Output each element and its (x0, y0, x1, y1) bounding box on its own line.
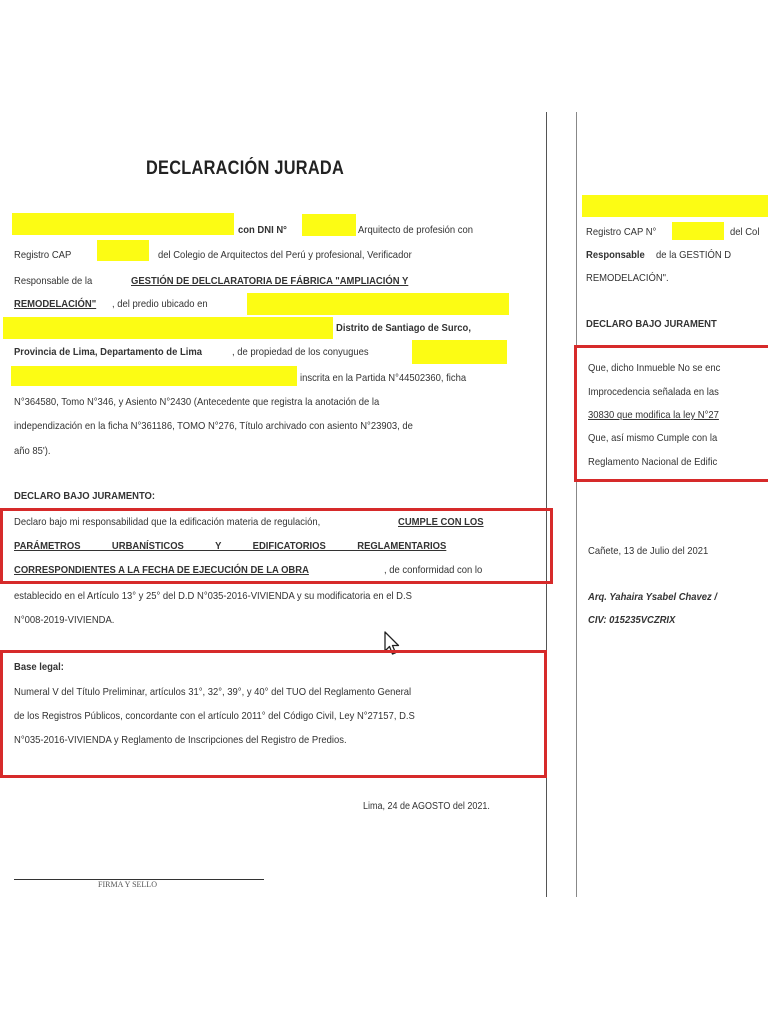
redaction-name (12, 213, 234, 235)
p1-line7-text: inscrita en la Partida N°44502360, ficha (300, 372, 467, 384)
right-arq-text: Arq. Yahaira Ysabel Chavez / (588, 591, 718, 603)
page-divider-right (576, 112, 577, 897)
p2-line2-text: PARÁMETROS URBANÍSTICOS Y EDIFICATORIOS REGLAMENTARIOS (14, 540, 447, 552)
p2-line5-text: N°008-2019-VIVIENDA. (14, 614, 115, 626)
p1-line2b-text: del Colegio de Arquitectos del Perú y profesional, Verificador (158, 249, 412, 261)
p2-line1b-text: CUMPLE CON LOS (398, 516, 484, 528)
redaction-owners-1 (412, 340, 507, 364)
right-box-line4: Que, así mismo Cumple con la (588, 432, 718, 444)
right-civ-text: CIV: 015235VCZRIX (588, 614, 676, 626)
right-box-line2: Improcedencia señalada en las (588, 386, 719, 398)
p1-line6b-text: , de propiedad de los conyugues (232, 346, 369, 358)
p3-line2-text: de los Registros Públicos, concordante con el artículo 2011° del Código Civil, Ley N°27157, D.S (14, 710, 415, 722)
p3-line3-text: N°035-2016-VIVIENDA y Reglamento de Inscripciones del Registro de Predios. (14, 734, 347, 746)
redaction-right-cap (672, 222, 724, 240)
p1-line1-text: con DNI N° (238, 224, 287, 236)
right-date-text: Cañete, 13 de Julio del 2021 (588, 545, 709, 557)
p2-line3a-text: CORRESPONDIENTES A LA FECHA DE EJECUCIÓN DE LA OBRA (14, 564, 309, 576)
right-line2a-text: Responsable (586, 249, 645, 261)
p1-line2a-text: Registro CAP (14, 249, 72, 261)
right-line1b-text: del Col (730, 226, 760, 238)
declaro-heading: DECLARO BAJO JURAMENTO: (14, 490, 156, 502)
base-legal-heading: Base legal: (14, 661, 64, 673)
p2-line3b-text: , de conformidad con lo (384, 564, 483, 576)
p1-line3b-text: GESTIÓN DE DELCLARATORIA DE FÁBRICA "AMPLIACIÓN Y (131, 275, 409, 287)
redaction-owners-2 (11, 366, 297, 386)
right-box-line5: Reglamento Nacional de Edific (588, 456, 718, 468)
p1-line10-text: año 85'). (14, 445, 51, 457)
p1-line9-text: independización en la ficha N°361186, TOMO N°276, Título archivado con asiento N°23903, de (14, 420, 413, 432)
redaction-address-2 (3, 317, 333, 339)
redaction-right-top (582, 195, 768, 217)
p2-line4-text: establecido en el Artículo 13° y 25° del D.D N°035-2016-VIVIENDA y su modificatoria en el D.S (14, 590, 412, 602)
p3-line1-text: Numeral V del Título Preliminar, artículos 31°, 32°, 39°, y 40° del TUO del Reglamento General (14, 686, 412, 698)
right-line3-text: REMODELACIÓN". (586, 272, 669, 284)
right-box-line3: 30830 que modifica la ley N°27 (588, 409, 719, 421)
date-text: Lima, 24 de AGOSTO del 2021. (363, 801, 490, 812)
right-line2b-text: de la GESTIÓN D (656, 249, 732, 261)
right-box-line1: Que, dicho Inmueble No se enc (588, 362, 721, 374)
redaction-address-1 (247, 293, 509, 315)
p1-line4b-text: , del predio ubicado en (112, 298, 208, 310)
p1-line1b-text: Arquitecto de profesión con (358, 224, 474, 236)
signature-label: FIRMA Y SELLO (98, 880, 157, 889)
p1-line3a-text: Responsable de la (14, 275, 93, 287)
p2-line1a-text: Declaro bajo mi responsabilidad que la edificación materia de regulación, (14, 516, 321, 528)
p1-line6a-text: Provincia de Lima, Departamento de Lima (14, 346, 203, 358)
p1-line8-text: N°364580, Tomo N°346, y Asiento N°2430 (Antecedente que registra la anotación de la (14, 396, 380, 408)
p1-line5-text: Distrito de Santiago de Surco, (336, 322, 471, 334)
p1-line4a-text: REMODELACIÓN" (14, 298, 97, 310)
document-title: DECLARACIÓN JURADA (146, 158, 345, 179)
page-divider-left (546, 112, 547, 897)
right-declaro-heading: DECLARO BAJO JURAMENT (586, 318, 717, 330)
redaction-dni (302, 214, 356, 236)
redaction-cap (97, 240, 149, 261)
right-line1a-text: Registro CAP N° (586, 226, 657, 238)
